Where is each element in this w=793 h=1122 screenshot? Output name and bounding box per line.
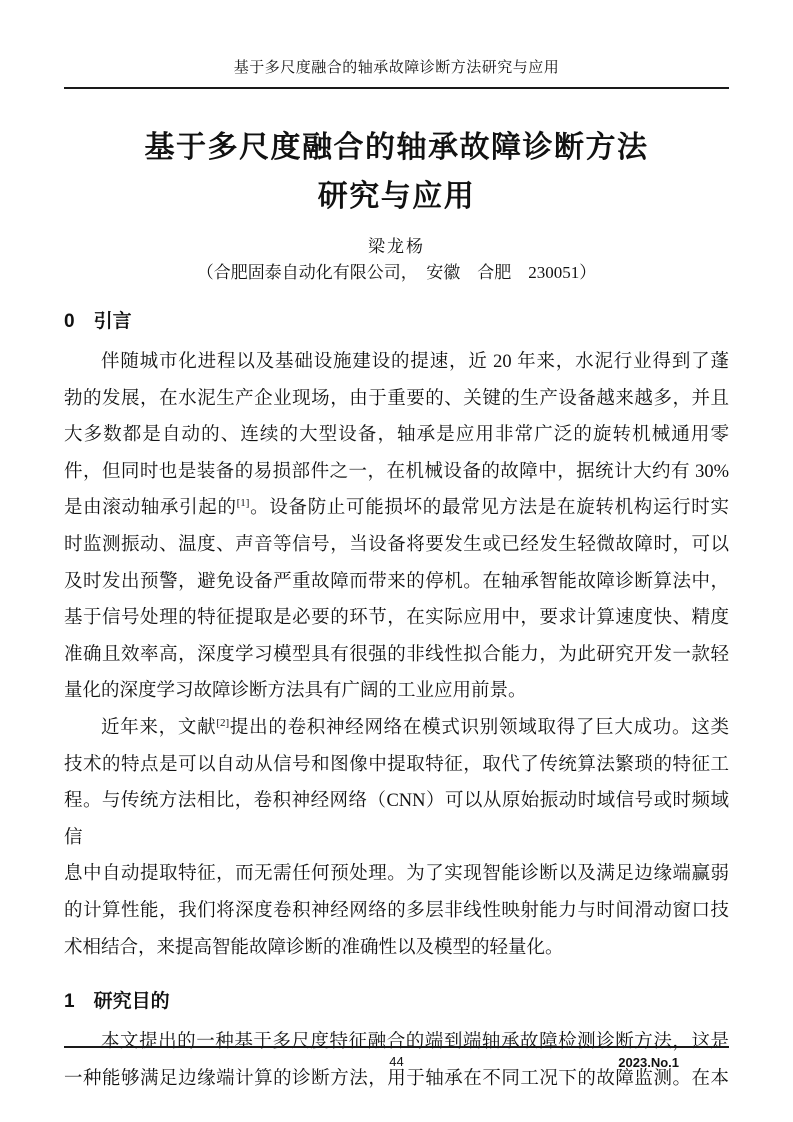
citation-reference: [2]: [216, 716, 230, 729]
paragraph: [64, 710, 729, 966]
article-title-line2: 研究与应用: [317, 180, 476, 213]
section-research-purpose: [64, 988, 729, 1097]
running-head-title: 基于多尺度融合的轴承故障诊断方法研究与应用: [64, 58, 729, 89]
text-line: 及时发出预警，避免设备严重故障而带来的停机。在轴承智能故障诊断算法中，: [64, 571, 729, 592]
article-title-line1: 基于多尺度融合的轴承故障诊断方法: [144, 131, 649, 164]
page-footer: [64, 1046, 729, 1070]
text-line: 大多数都是自动的、连续的大型设备，轴承是应用非常广泛的旋转机械通用零: [64, 425, 729, 446]
text-line: 近年来，文献[2]提出的卷积神经网络在模式识别领域取得了巨大成功。这类: [101, 716, 729, 738]
paragraph: [64, 344, 729, 710]
text-line: 术相结合，来提高智能故障诊断的准确性以及模型的轻量化。: [64, 937, 564, 958]
text-line: 基于信号处理的特征提取是必要的环节，在实际应用中，要求计算速度快、精度: [64, 608, 729, 629]
citation-reference: [1]: [236, 497, 250, 510]
section-heading-1: 1 研究目的: [64, 991, 170, 1013]
issue-label: 2023.No.1: [618, 1055, 679, 1070]
text-line: 准确且效率高，深度学习模型具有很强的非线性拟合能力，为此研究开发一款轻: [64, 644, 729, 665]
author-name: 梁龙杨: [368, 237, 425, 256]
text-line: 伴随城市化进程以及基础设施建设的提速，近 20 年来，水泥行业得到了蓬: [101, 352, 729, 372]
text-line: 时监测振动、温度、声音等信号，当设备将要发生或已经发生轻微故障时，可以: [64, 534, 729, 555]
text-line: 量化的深度学习故障诊断方法具有广阔的工业应用前景。: [64, 681, 527, 702]
section-introduction: [64, 308, 729, 966]
section-heading-0: 0 引言: [64, 311, 132, 332]
author-affiliation: （合肥固泰自动化有限公司， 安徽 合肥 230051）: [196, 263, 597, 282]
text-line: 本文提出的一种基于多尺度特征融合的端到端轴承故障检测诊断方法，这是: [101, 1032, 729, 1053]
page-number: 44: [389, 1054, 404, 1069]
text-line: 勃的发展，在水泥生产企业现场，由于重要的、关键的生产设备越来越多，并且: [64, 388, 729, 409]
text-line: 程。与传统方法相比，卷积神经网络（CNN）可以从原始振动时域信号或时频域信: [64, 791, 729, 848]
text-line: 的计算性能，我们将深度卷积神经网络的多层非线性映射能力与时间滑动窗口技: [64, 900, 729, 921]
text-line: 是由滚动轴承引起的[1]。设备防止可能损坏的最常见方法是在旋转机构运行时实: [64, 497, 729, 519]
text-line: 件，但同时也是装备的易损部件之一，在机械设备的故障中，据统计大约有 30%: [64, 461, 729, 482]
text-line: 一种能够满足边缘端计算的诊断方法，用于轴承在不同工况下的故障监测。在本: [64, 1068, 729, 1089]
article-title: [64, 123, 729, 221]
text-line: 息中自动提取特征，而无需任何预处理。为了实现智能诊断以及满足边缘端赢弱: [64, 864, 729, 885]
text-line: 技术的特点是可以自动从信号和图像中提取特征，取代了传统算法繁琐的特征工: [64, 754, 729, 775]
section-body-0: [64, 344, 729, 966]
